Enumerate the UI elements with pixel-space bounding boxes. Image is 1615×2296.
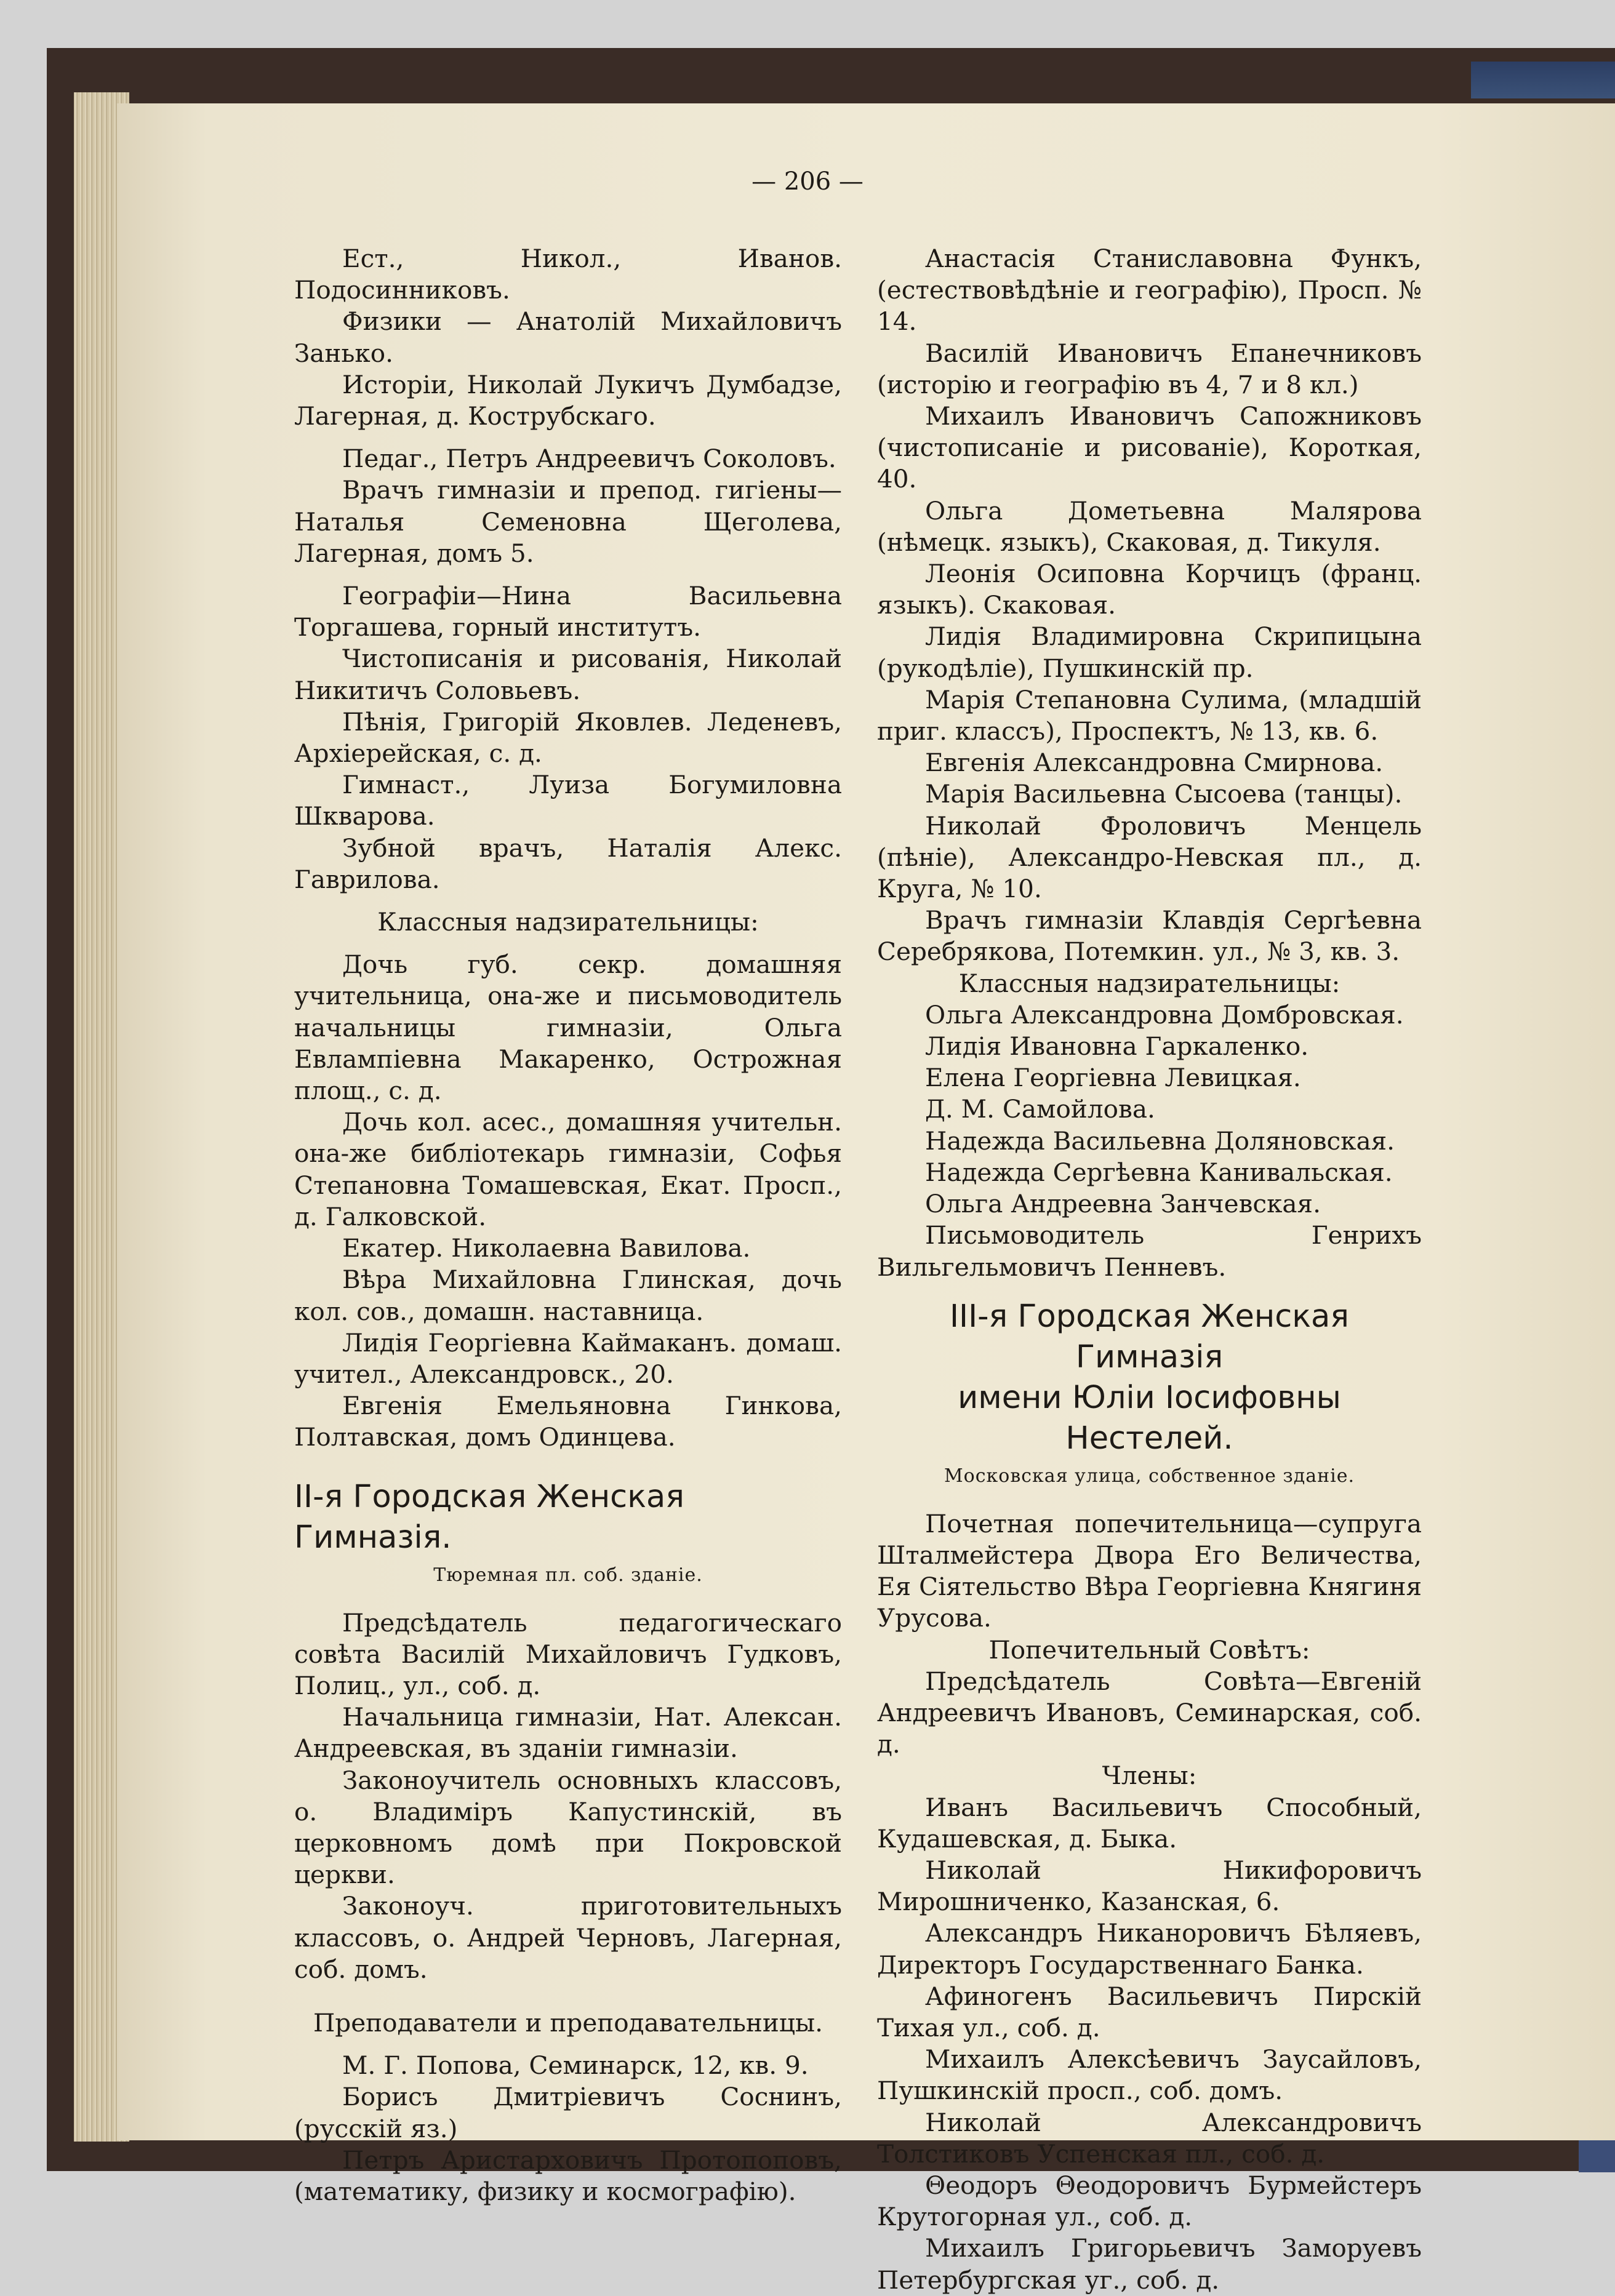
entry: Александръ Никаноровичъ Бѣляевъ, Директоръ Государственнаго Банка. — [877, 1918, 1422, 1980]
entry: М. Г. Попова, Семинарск, 12, кв. 9. — [342, 2050, 809, 2081]
entry: Борисъ Дмитріевичъ Соснинъ, (русскій яз.) — [294, 2082, 842, 2143]
entry: Θеодоръ Θеодоровичъ Бурмейстеръ Крутогорная ул., соб. д. — [877, 2170, 1422, 2232]
entry: Дочь губ. секр. домашняя учительница, она-же и письмоводитель начальницы гимназіи, Ольга Евлампіевна Макаренко, Острожная площ., с. д. — [294, 950, 842, 1106]
entry: Ест., Никол., Иванов. Подосинниковъ. — [294, 244, 842, 305]
page-number: — 206 — — [751, 167, 864, 196]
members-title: Члены: — [1102, 1761, 1197, 1791]
entry: Письмоводитель Генрихъ Вильгельмовичъ Пенневъ. — [877, 1220, 1422, 1282]
entry: Гимнаст., Луиза Богумиловна Шкварова. — [294, 770, 842, 831]
section-subheading: Тюремная пл. соб. зданіе. — [433, 1564, 703, 1586]
entry: Законоуч. приготовительныхъ классовъ, о. Андрей Черновъ, Лагерная, соб. домъ. — [294, 1891, 842, 1984]
entry: Врачъ гимназіи и препод. гигіены—Наталья Семеновна Щеголева, Лагерная, домъ 5. — [294, 475, 842, 568]
entry: Исторіи, Николай Лукичъ Думбадзе, Лагерная, д. Кострубскаго. — [294, 369, 842, 431]
entry: Елена Георгіевна Левицкая. — [925, 1063, 1301, 1093]
section-subheading: Московская улица, собственное зданіе. — [944, 1465, 1355, 1487]
section-heading: III-я Городская Женская Гимназія — [950, 1298, 1349, 1375]
entry: Надежда Васильевна Доляновская. — [925, 1126, 1395, 1156]
entry: Пѣнія, Григорій Яковлев. Леденевъ, Архіерейская, с. д. — [294, 706, 842, 769]
entry: Врачъ гимназіи Клавдія Сергѣевна Серебрякова, Потемкин. ул., № 3, кв. 3. — [877, 905, 1422, 967]
entry: Леонія Осиповна Корчицъ (франц. языкъ). Скаковая. — [877, 559, 1422, 620]
entry: Зубной врачъ, Наталія Алекс. Гаврилова. — [294, 833, 842, 894]
entry: Василій Ивановичъ Епанечниковъ (исторію и географію въ 4, 7 и 8 кл.) — [877, 338, 1422, 399]
entry: Предсѣдатель педагогическаго совѣта Василій Михайловичъ Гудковъ, Полиц., ул., соб. д. — [294, 1607, 842, 1700]
entry: Вѣра Михайловна Глинская, дочь кол. сов., домашн. наставница. — [294, 1265, 842, 1326]
section-heading: II-я Городская Женская Гимназія. — [294, 1478, 684, 1556]
right-column — [877, 243, 1422, 2296]
entry: Лидія Георгіевна Каймаканъ. домаш. учител., Александровск., 20. — [294, 1327, 842, 1389]
entry: Педаг., Петръ Андреевичъ Соколовъ. — [342, 444, 836, 474]
entry: Анастасія Станиславовна Функъ, (естествовѣдѣніе и географію), Просп. № 14. — [877, 244, 1422, 337]
entry: Марія Степановна Сулима, (младшій приг. классъ), Проспектъ, № 13, кв. 6. — [877, 684, 1422, 746]
entry: Иванъ Васильевичъ Способный, Кудашевская, д. Быка. — [877, 1792, 1422, 1854]
entry: Надежда Сергѣевна Канивальская. — [925, 1157, 1393, 1187]
entry: Николай Фроловичъ Менцель (пѣніе), Александро-Невская пл., д. Круга, № 10. — [877, 810, 1422, 904]
entry: Чистописанія и рисованія, Николай Никитичъ Соловьевъ. — [294, 644, 842, 705]
entry: Лидія Ивановна Гаркаленко. — [925, 1031, 1309, 1062]
entry: Михаилъ Алексѣевичъ Заусайловъ, Пушкинскій просп., соб. домъ. — [877, 2044, 1422, 2106]
cloth-spine-band — [1471, 62, 1615, 98]
supervisors-title: Классныя надзирательницы: — [377, 907, 759, 937]
entry: Ольга Андреевна Занчевская. — [925, 1189, 1321, 1219]
entry: Афиногенъ Васильевичъ Пирскій Тихая ул., соб. д. — [877, 1981, 1422, 2042]
entry: Предсѣдатель Совѣта—Евгеній Андреевичъ Ивановъ, Семинарская, соб. д. — [877, 1666, 1422, 1759]
entry: Географіи—Нина Васильевна Торгашева, горный институтъ. — [294, 581, 842, 642]
entry: Д. М. Самойлова. — [925, 1094, 1155, 1124]
entry: Марія Васильевна Сысоева (танцы). — [925, 779, 1403, 809]
entry: Физики — Анатолій Михайловичъ Занько. — [294, 306, 842, 368]
council-title: Попечительный Совѣтъ: — [988, 1634, 1310, 1665]
entry: Михаилъ Ивановичъ Сапожниковъ (чистописаніе и рисованіе), Короткая, 40. — [877, 401, 1422, 494]
entry: Михаилъ Григорьевичъ Заморуевъ Петербургская уг., соб. д. — [877, 2233, 1422, 2295]
entry: Дочь кол. асес., домашняя учительн. она-же библіотекарь гимназіи, Софья Степановна Томашевская, Екат. Просп., д. Галковской. — [294, 1107, 842, 1231]
entry: Евгенія Александровна Смирнова. — [925, 748, 1384, 778]
entry: Законоучитель основныхъ классовъ, о. Владиміръ Капустинскій, въ церковномъ домѣ при Покровской церкви. — [294, 1765, 842, 1890]
entry: Ольга Дометьевна Малярова (нѣмецк. языкъ), Скаковая, д. Тикуля. — [877, 495, 1422, 557]
teachers-title: Преподаватели и преподавательницы. — [313, 2007, 824, 2038]
entry: Петръ Аристарховичъ Протопоповъ, (математику, физику и космографію). — [294, 2145, 842, 2206]
section-heading-line2: имени Юліи Іосифовны Нестелей. — [958, 1379, 1341, 1457]
entry: Николай Александровичъ Толстиковъ Успенская пл., соб. д. — [877, 2107, 1422, 2169]
entry: Николай Никифоровичъ Мирошниченко, Казанская, 6. — [877, 1855, 1422, 1917]
left-column — [294, 243, 842, 2207]
supervisors-title: Классныя надзирательницы: — [958, 968, 1340, 998]
entry: Евгенія Емельяновна Гинкова, Полтавская, домъ Одинцева. — [294, 1391, 842, 1452]
entry: Начальница гимназіи, Нат. Алексан. Андреевская, въ зданіи гимназіи. — [294, 1702, 842, 1764]
entry: Екатер. Николаевна Вавилова. — [342, 1233, 751, 1263]
entry: Ольга Александровна Домбровская. — [925, 999, 1404, 1030]
entry: Лидія Владимировна Скрипицына (рукодѣліе), Пушкинскій пр. — [877, 622, 1422, 683]
entry: Почетная попечительница—супруга Шталмейстера Двора Его Величества, Ея Сіятельство Вѣра Георгіевна Княгиня Урусова. — [877, 1508, 1422, 1633]
